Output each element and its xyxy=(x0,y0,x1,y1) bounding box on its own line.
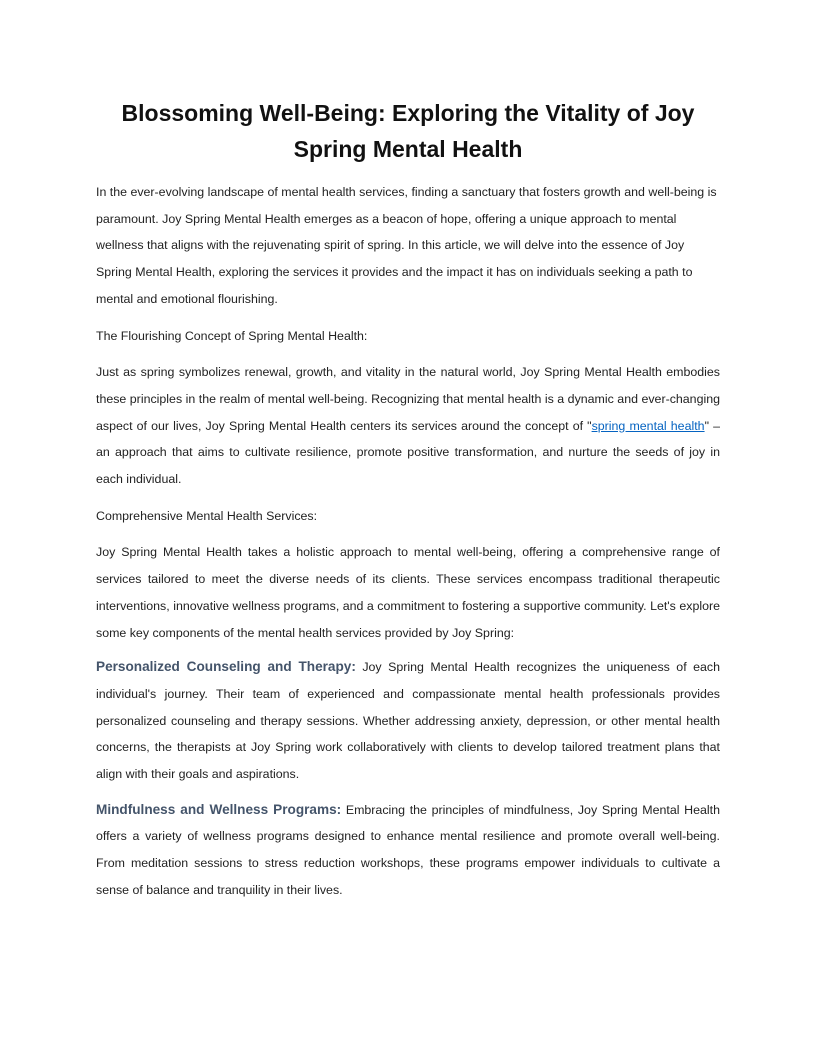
document-body xyxy=(96,95,720,904)
counseling-paragraph xyxy=(96,654,720,788)
mindfulness-paragraph xyxy=(96,797,720,904)
counseling-lead: Personalized Counseling and Therapy: xyxy=(96,659,356,675)
spring-concept-paragraph xyxy=(96,359,720,493)
section-heading-flourishing-concept: The Flourishing Concept of Spring Mental Health: xyxy=(96,328,368,343)
spring-concept-text-after: " – an approach that aims to cultivate resilience, promote positive transformation, and nurture the seeds of joy in each individual. xyxy=(96,418,720,487)
services-paragraph: Joy Spring Mental Health takes a holistic approach to mental well-being, offering a comprehensive range of services tailored to meet the diverse needs of its clients. These services encompass traditional therapeutic interventions, innovative wellness programs, and a commitment to fostering a supportive community. Let's explore some key components of the mental health services provided by Joy Spring: xyxy=(96,545,720,640)
counseling-text: Joy Spring Mental Health recognizes the uniqueness of each individual's journey. Their team of experienced and compassionate mental health professionals provides personalized counseling and therapy sessions. Whether addressing anxiety, depression, or other mental health concerns, the therapists at Joy Spring work collaboratively with clients to develop tailored treatment plans that align with their goals and aspirations. xyxy=(96,660,720,782)
mindfulness-lead: Mindfulness and Wellness Programs: xyxy=(96,801,342,817)
document-title: Blossoming Well-Being: Exploring the Vitality of Joy Spring Mental Health xyxy=(121,100,695,162)
mindfulness-text: Embracing the principles of mindfulness, Joy Spring Mental Health offers a variety of wellness programs designed to enhance mental resilience and promote overall well-being. From meditation sessions to stress reduction workshops, these programs empower individuals to cultivate a sense of balance and tranquility in their lives. xyxy=(96,802,720,897)
spring-concept-text-before: Just as spring symbolizes renewal, growth, and vitality in the natural world, Joy Spring Mental Health embodies these principles in the realm of mental well-being. Recognizing that mental health is a dynamic and ever-changing aspect of our lives, Joy Spring Mental Health centers its services around the concept of " xyxy=(96,365,720,433)
spring-mental-health-link[interactable]: spring mental health xyxy=(591,418,705,433)
intro-paragraph: In the ever-evolving landscape of mental health services, finding a sanctuary that fosters growth and well-being is paramount. Joy Spring Mental Health emerges as a beacon of hope, offering a unique approach to mental wellness that aligns with the rejuvenating spirit of spring. In this article, we will delve into the essence of Joy Spring Mental Health, exploring the services it provides and the impact it has on individuals seeking a path to mental and emotional flourishing. xyxy=(96,185,717,306)
section-heading-comprehensive-services: Comprehensive Mental Health Services: xyxy=(96,508,318,523)
